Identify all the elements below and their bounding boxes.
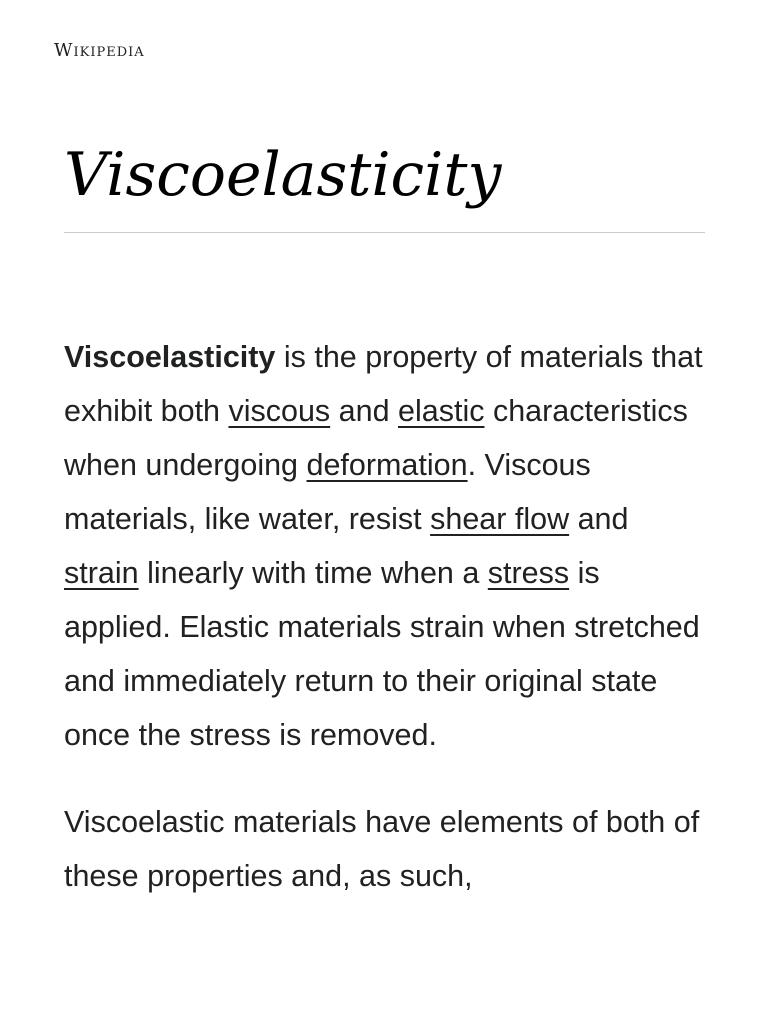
text-run: characteristics when undergoing <box>64 394 688 482</box>
link-elastic[interactable]: elastic <box>398 394 485 428</box>
link-strain[interactable]: strain <box>64 556 139 590</box>
text-run: and <box>330 394 399 428</box>
text-run: linearly with time when a <box>138 556 488 590</box>
link-stress[interactable]: stress <box>487 556 570 590</box>
link-deformation[interactable]: deformation <box>306 448 468 482</box>
text-run: . Viscous materials, like water, resist <box>64 448 591 536</box>
title-divider <box>64 232 705 233</box>
wikipedia-wordmark[interactable]: Wikipedia <box>54 40 145 61</box>
page-title: Viscoelasticity <box>64 140 502 210</box>
text-run: is the property of materials that exhibit both <box>64 340 703 428</box>
paragraph-intro <box>64 330 709 762</box>
text-run: and <box>569 502 629 536</box>
bold-term: Viscoelasticity <box>64 340 276 374</box>
link-shear-flow[interactable]: shear flow <box>430 502 570 536</box>
link-viscous[interactable]: viscous <box>228 394 331 428</box>
article-body <box>64 330 709 936</box>
paragraph-second: Viscoelastic materials have elements of both of these properties and, as such, <box>64 805 700 893</box>
text-run: is applied. Elastic materials strain when stretched and immediately return to their original state once the stress is removed. <box>64 556 700 752</box>
